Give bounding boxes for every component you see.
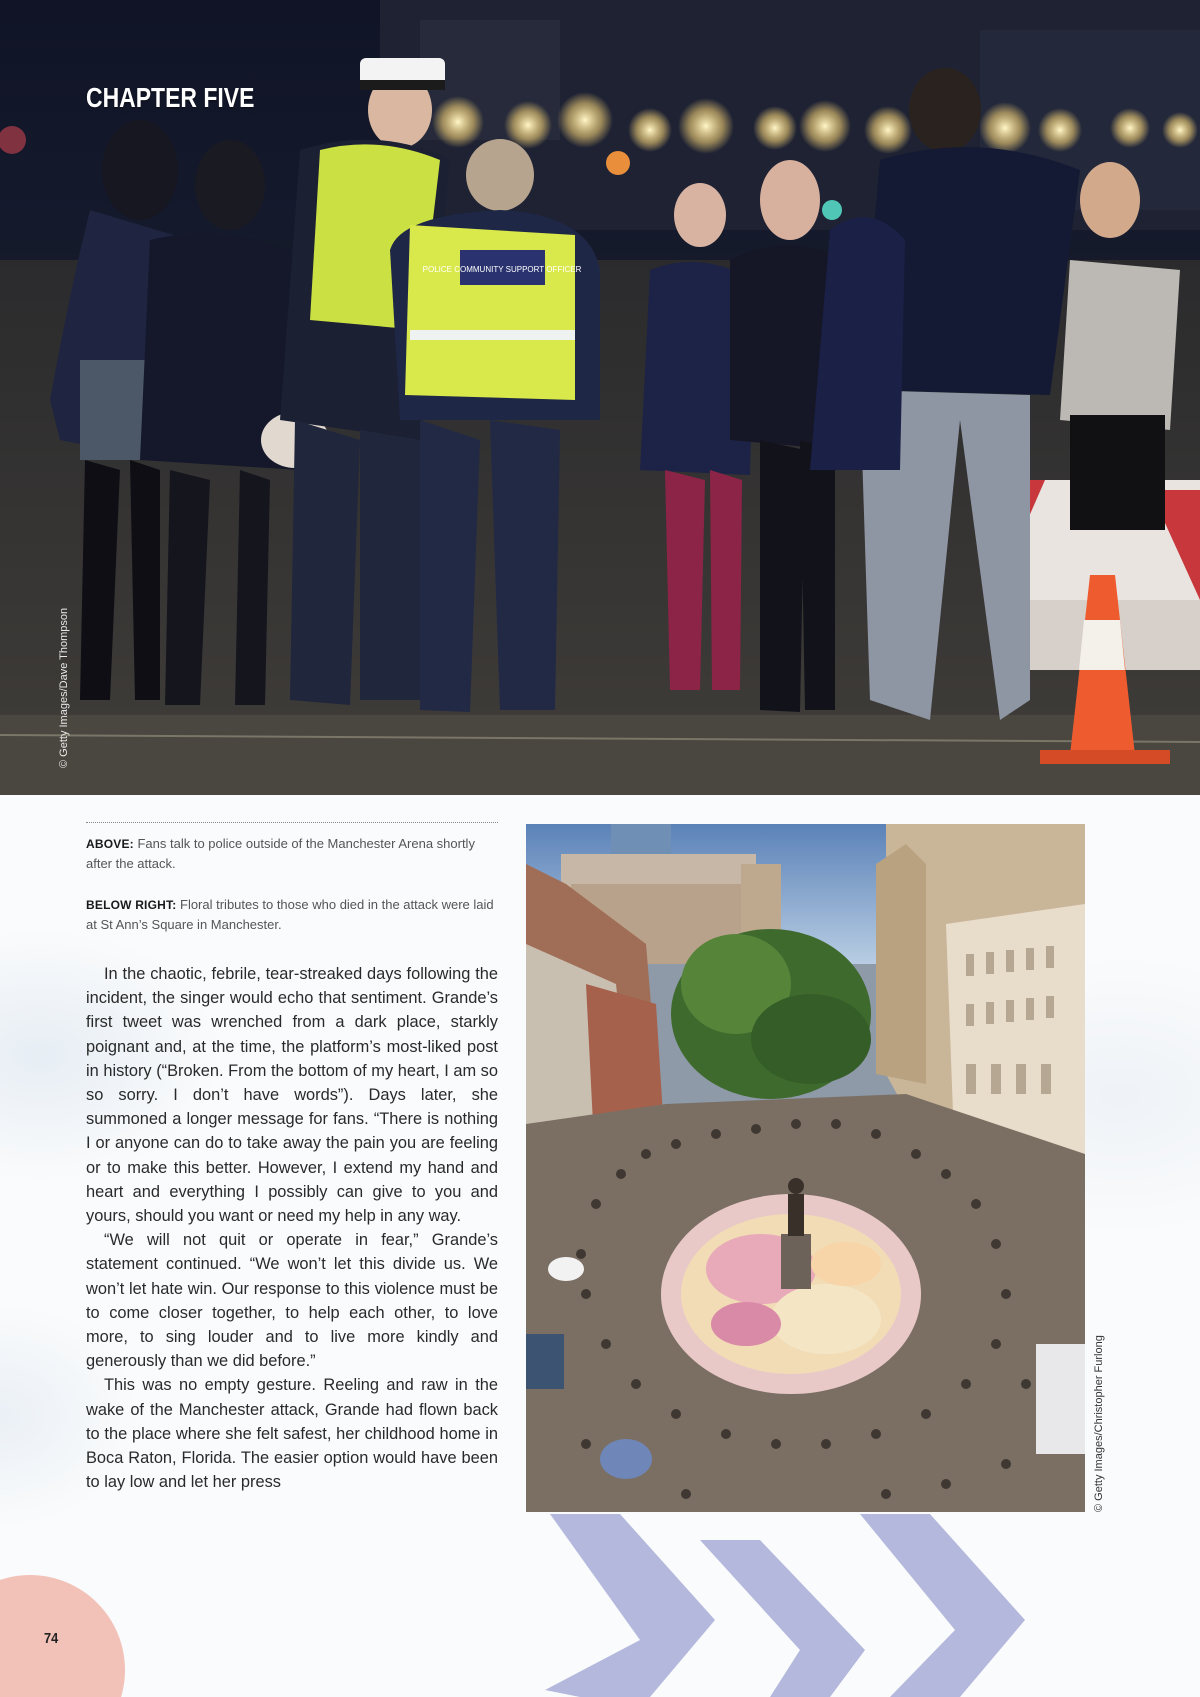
side-photo-illustration <box>526 824 1085 1512</box>
tree-icon <box>671 929 871 1099</box>
side-photo-floral-tributes <box>526 824 1085 1512</box>
caption-above <box>86 834 498 874</box>
page-number: 74 <box>44 1630 59 1647</box>
body-paragraph: This was no empty gesture. Reeling and raw in the wake of the Manchester attack, Grande had flown back to the place where she felt safest, her childhood home in Boca Raton, Florida. The easier option would have been to lay low and let her press <box>86 1376 498 1492</box>
body-paragraph: In the chaotic, febrile, tear-streaked days following the incident, the singer would echo that sentiment. Grande’s first tweet was wrenched from a dark place, starkly poignant and, at the time, the platform’s most-liked post in history (“Broken. From the bottom of my heart, I am so so sorry. I don’t have words”). Days later, she summoned a longer message for fans. “There is nothing I or anyone can do to take away the pain you are feeling or to make this better. However, I extend my hand and heart and everything I possibly can give to you and yours, should you want or need my help in any way. <box>86 965 498 1226</box>
caption-divider <box>86 822 498 823</box>
top-photo-police-and-fans <box>0 0 1200 795</box>
decorative-blob <box>0 1575 125 1697</box>
body-paragraph: “We will not quit or operate in fear,” Grande’s statement continued. “We won’t let this divide us. We won’t let hate win. Our response to this violence must be to come closer together, to help each other, to love more, to sing louder and to live more kindly and generously than we did before.” <box>86 1231 498 1371</box>
caption-above-text: Fans talk to police outside of the Manchester Arena shortly after the attack. <box>86 836 475 871</box>
caption-below-label: BELOW RIGHT: <box>86 898 177 912</box>
chevron-right-icon <box>545 1514 1025 1697</box>
top-photo-credit: © Getty Images/Dave Thompson <box>58 607 70 768</box>
caption-below-right <box>86 895 498 935</box>
article-body <box>86 962 498 1494</box>
side-photo-credit: © Getty Images/Christopher Furlong <box>1093 1335 1105 1512</box>
chapter-title: CHAPTER FIVE <box>86 82 255 113</box>
caption-above-label: ABOVE: <box>86 837 134 851</box>
caption-below-text: Floral tributes to those who died in the attack were laid at St Ann’s Square in Manchester. <box>86 897 494 932</box>
top-photo-illustration <box>0 0 1200 795</box>
decorative-chevrons <box>0 1500 1200 1697</box>
vest-label: POLICE COMMUNITY SUPPORT OFFICER <box>422 265 582 274</box>
